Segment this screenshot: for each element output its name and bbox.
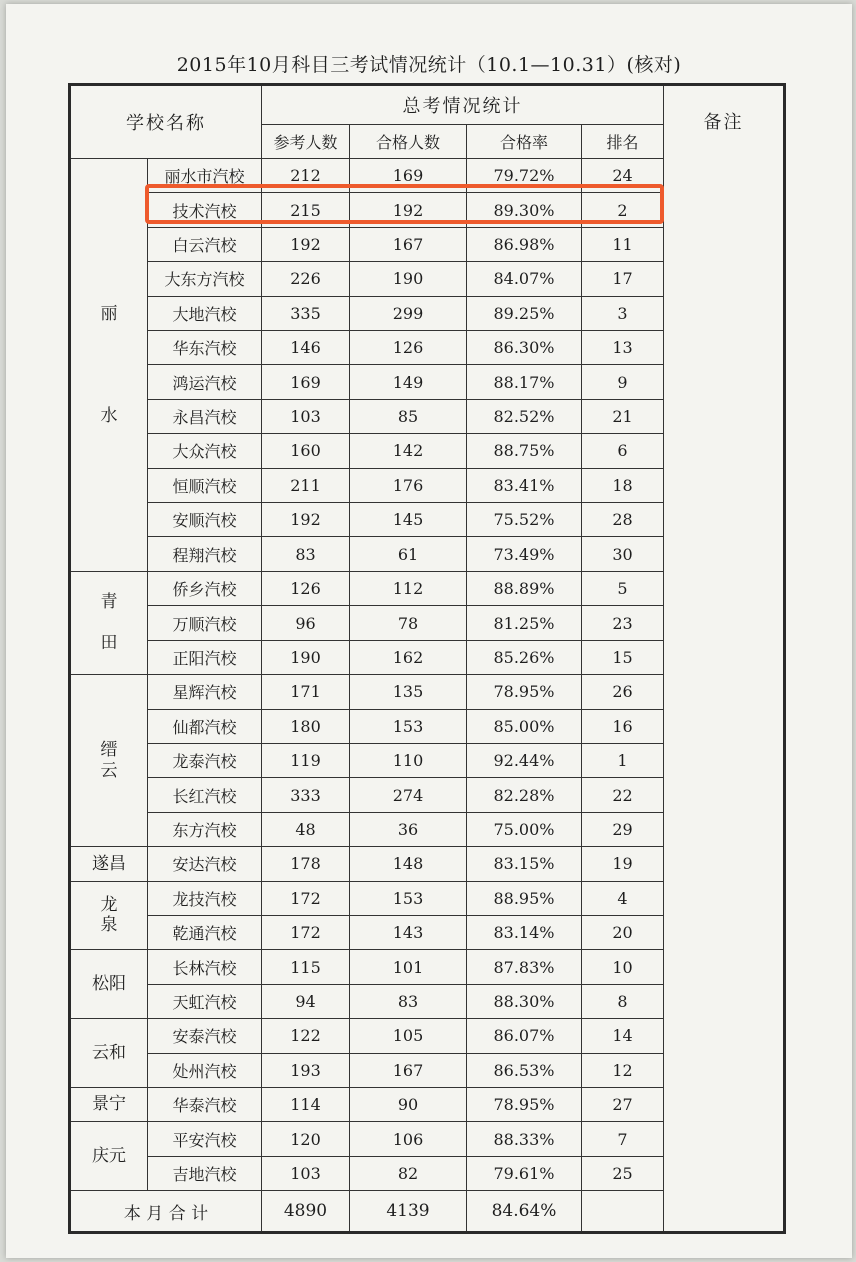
pass-rate-cell: 88.33% xyxy=(467,1122,582,1156)
passed-cell: 274 xyxy=(350,778,467,812)
pass-rate-cell: 86.98% xyxy=(467,227,582,261)
school-name-cell: 仙都汽校 xyxy=(148,709,262,743)
school-name-cell: 程翔汽校 xyxy=(148,537,262,571)
document-title: 2015年10月科目三考试情况统计（10.1—10.31）(核对) xyxy=(176,54,682,76)
school-name-cell: 天虹汽校 xyxy=(148,984,262,1018)
school-name-cell: 大地汽校 xyxy=(148,296,262,330)
passed-cell: 190 xyxy=(350,262,467,296)
examinees-cell: 126 xyxy=(262,571,350,605)
examinees-cell: 120 xyxy=(262,1122,350,1156)
school-name-cell: 龙泰汽校 xyxy=(148,743,262,777)
total-pass-rate: 84.64% xyxy=(467,1191,582,1233)
region-cell: 云和 xyxy=(70,1019,148,1088)
header-row-1 xyxy=(70,85,785,125)
region-cell: 松阳 xyxy=(70,950,148,1019)
region-cell: 龙 泉 xyxy=(70,881,148,950)
rank-cell: 13 xyxy=(582,331,664,365)
school-name-cell: 安泰汽校 xyxy=(148,1019,262,1053)
examinees-cell: 193 xyxy=(262,1053,350,1087)
pass-rate-cell: 79.61% xyxy=(467,1156,582,1190)
pass-rate-cell: 87.83% xyxy=(467,950,582,984)
rank-cell: 11 xyxy=(582,227,664,261)
rank-cell: 27 xyxy=(582,1087,664,1121)
pass-rate-cell: 78.95% xyxy=(467,675,582,709)
pass-rate-cell: 83.14% xyxy=(467,915,582,949)
examinees-cell: 192 xyxy=(262,503,350,537)
school-name-cell: 吉地汽校 xyxy=(148,1156,262,1190)
paper-sheet xyxy=(6,4,852,1258)
school-name-cell: 龙技汽校 xyxy=(148,881,262,915)
examinees-cell: 335 xyxy=(262,296,350,330)
examinees-cell: 215 xyxy=(262,193,350,227)
rank-cell: 15 xyxy=(582,640,664,674)
school-name-cell: 永昌汽校 xyxy=(148,399,262,433)
pass-rate-cell: 85.00% xyxy=(467,709,582,743)
header-school-name: 学校名称 xyxy=(70,85,262,159)
examinees-cell: 178 xyxy=(262,847,350,881)
pass-rate-cell: 75.52% xyxy=(467,503,582,537)
rank-cell: 3 xyxy=(582,296,664,330)
pass-rate-cell: 84.07% xyxy=(467,262,582,296)
passed-cell: 135 xyxy=(350,675,467,709)
rank-cell: 1 xyxy=(582,743,664,777)
pass-rate-cell: 83.15% xyxy=(467,847,582,881)
examinees-cell: 94 xyxy=(262,984,350,1018)
school-name-cell: 大东方汽校 xyxy=(148,262,262,296)
pass-rate-cell: 82.52% xyxy=(467,399,582,433)
examinees-cell: 212 xyxy=(262,159,350,193)
examinees-cell: 172 xyxy=(262,915,350,949)
passed-cell: 36 xyxy=(350,812,467,846)
examinees-cell: 103 xyxy=(262,1156,350,1190)
pass-rate-cell: 83.41% xyxy=(467,468,582,502)
header-overall-stats: 总考情况统计 xyxy=(262,85,664,125)
pass-rate-cell: 78.95% xyxy=(467,1087,582,1121)
region-cell: 遂昌 xyxy=(70,847,148,881)
total-passed: 4139 xyxy=(350,1191,467,1233)
total-rank-empty xyxy=(582,1191,664,1233)
passed-cell: 101 xyxy=(350,950,467,984)
passed-cell: 148 xyxy=(350,847,467,881)
passed-cell: 106 xyxy=(350,1122,467,1156)
header-remark: 备注 xyxy=(664,85,785,1233)
rank-cell: 7 xyxy=(582,1122,664,1156)
pass-rate-cell: 89.30% xyxy=(467,193,582,227)
region-cell: 丽 水 xyxy=(70,159,148,572)
examinees-cell: 226 xyxy=(262,262,350,296)
school-name-cell: 安达汽校 xyxy=(148,847,262,881)
examinees-cell: 172 xyxy=(262,881,350,915)
passed-cell: 176 xyxy=(350,468,467,502)
passed-cell: 192 xyxy=(350,193,467,227)
passed-cell: 153 xyxy=(350,881,467,915)
school-name-cell: 恒顺汽校 xyxy=(148,468,262,502)
pass-rate-cell: 86.53% xyxy=(467,1053,582,1087)
pass-rate-cell: 89.25% xyxy=(467,296,582,330)
pass-rate-cell: 73.49% xyxy=(467,537,582,571)
school-name-cell: 华泰汽校 xyxy=(148,1087,262,1121)
examinees-cell: 48 xyxy=(262,812,350,846)
school-name-cell: 技术汽校 xyxy=(148,193,262,227)
pass-rate-cell: 88.17% xyxy=(467,365,582,399)
school-name-cell: 正阳汽校 xyxy=(148,640,262,674)
pass-rate-cell: 88.89% xyxy=(467,571,582,605)
passed-cell: 110 xyxy=(350,743,467,777)
rank-cell: 10 xyxy=(582,950,664,984)
pass-rate-cell: 92.44% xyxy=(467,743,582,777)
school-name-cell: 东方汽校 xyxy=(148,812,262,846)
rank-cell: 29 xyxy=(582,812,664,846)
rank-cell: 22 xyxy=(582,778,664,812)
pass-rate-cell: 86.07% xyxy=(467,1019,582,1053)
passed-cell: 142 xyxy=(350,434,467,468)
rank-cell: 24 xyxy=(582,159,664,193)
school-name-cell: 长林汽校 xyxy=(148,950,262,984)
passed-cell: 112 xyxy=(350,571,467,605)
rank-cell: 25 xyxy=(582,1156,664,1190)
examinees-cell: 160 xyxy=(262,434,350,468)
exam-statistics-table xyxy=(68,83,786,1234)
school-name-cell: 长红汽校 xyxy=(148,778,262,812)
passed-cell: 61 xyxy=(350,537,467,571)
examinees-cell: 192 xyxy=(262,227,350,261)
header-rank: 排名 xyxy=(582,124,664,158)
school-name-cell: 星辉汽校 xyxy=(148,675,262,709)
passed-cell: 167 xyxy=(350,1053,467,1087)
rank-cell: 12 xyxy=(582,1053,664,1087)
rank-cell: 16 xyxy=(582,709,664,743)
examinees-cell: 211 xyxy=(262,468,350,502)
header-passed: 合格人数 xyxy=(350,124,467,158)
rank-cell: 21 xyxy=(582,399,664,433)
examinees-cell: 122 xyxy=(262,1019,350,1053)
examinees-cell: 83 xyxy=(262,537,350,571)
rank-cell: 23 xyxy=(582,606,664,640)
passed-cell: 85 xyxy=(350,399,467,433)
pass-rate-cell: 81.25% xyxy=(467,606,582,640)
examinees-cell: 169 xyxy=(262,365,350,399)
school-name-cell: 乾通汽校 xyxy=(148,915,262,949)
school-name-cell: 鸿运汽校 xyxy=(148,365,262,399)
rank-cell: 9 xyxy=(582,365,664,399)
rank-cell: 17 xyxy=(582,262,664,296)
rank-cell: 19 xyxy=(582,847,664,881)
rank-cell: 20 xyxy=(582,915,664,949)
total-label: 本 月 合 计 xyxy=(70,1191,262,1233)
school-name-cell: 平安汽校 xyxy=(148,1122,262,1156)
rank-cell: 2 xyxy=(582,193,664,227)
rank-cell: 6 xyxy=(582,434,664,468)
examinees-cell: 146 xyxy=(262,331,350,365)
pass-rate-cell: 75.00% xyxy=(467,812,582,846)
school-name-cell: 安顺汽校 xyxy=(148,503,262,537)
rank-cell: 8 xyxy=(582,984,664,1018)
region-cell: 景宁 xyxy=(70,1087,148,1121)
passed-cell: 82 xyxy=(350,1156,467,1190)
passed-cell: 90 xyxy=(350,1087,467,1121)
passed-cell: 169 xyxy=(350,159,467,193)
pass-rate-cell: 88.30% xyxy=(467,984,582,1018)
passed-cell: 149 xyxy=(350,365,467,399)
school-name-cell: 处州汽校 xyxy=(148,1053,262,1087)
region-cell: 庆元 xyxy=(70,1122,148,1191)
header-pass-rate: 合格率 xyxy=(467,124,582,158)
examinees-cell: 103 xyxy=(262,399,350,433)
examinees-cell: 333 xyxy=(262,778,350,812)
passed-cell: 143 xyxy=(350,915,467,949)
pass-rate-cell: 85.26% xyxy=(467,640,582,674)
examinees-cell: 119 xyxy=(262,743,350,777)
passed-cell: 126 xyxy=(350,331,467,365)
school-name-cell: 万顺汽校 xyxy=(148,606,262,640)
passed-cell: 167 xyxy=(350,227,467,261)
examinees-cell: 96 xyxy=(262,606,350,640)
pass-rate-cell: 86.30% xyxy=(467,331,582,365)
school-name-cell: 华东汽校 xyxy=(148,331,262,365)
pass-rate-cell: 82.28% xyxy=(467,778,582,812)
rank-cell: 30 xyxy=(582,537,664,571)
rank-cell: 28 xyxy=(582,503,664,537)
rank-cell: 5 xyxy=(582,571,664,605)
pass-rate-cell: 79.72% xyxy=(467,159,582,193)
passed-cell: 145 xyxy=(350,503,467,537)
header-examinees: 参考人数 xyxy=(262,124,350,158)
passed-cell: 299 xyxy=(350,296,467,330)
passed-cell: 78 xyxy=(350,606,467,640)
school-name-cell: 白云汽校 xyxy=(148,227,262,261)
examinees-cell: 171 xyxy=(262,675,350,709)
pass-rate-cell: 88.95% xyxy=(467,881,582,915)
examinees-cell: 115 xyxy=(262,950,350,984)
rank-cell: 18 xyxy=(582,468,664,502)
examinees-cell: 190 xyxy=(262,640,350,674)
school-name-cell: 大众汽校 xyxy=(148,434,262,468)
rank-cell: 26 xyxy=(582,675,664,709)
examinees-cell: 180 xyxy=(262,709,350,743)
pass-rate-cell: 88.75% xyxy=(467,434,582,468)
school-name-cell: 丽水市汽校 xyxy=(148,159,262,193)
rank-cell: 4 xyxy=(582,881,664,915)
region-cell: 缙 云 xyxy=(70,675,148,847)
region-cell: 青 田 xyxy=(70,571,148,674)
school-name-cell: 侨乡汽校 xyxy=(148,571,262,605)
passed-cell: 105 xyxy=(350,1019,467,1053)
passed-cell: 83 xyxy=(350,984,467,1018)
passed-cell: 162 xyxy=(350,640,467,674)
rank-cell: 14 xyxy=(582,1019,664,1053)
passed-cell: 153 xyxy=(350,709,467,743)
total-examinees: 4890 xyxy=(262,1191,350,1233)
examinees-cell: 114 xyxy=(262,1087,350,1121)
